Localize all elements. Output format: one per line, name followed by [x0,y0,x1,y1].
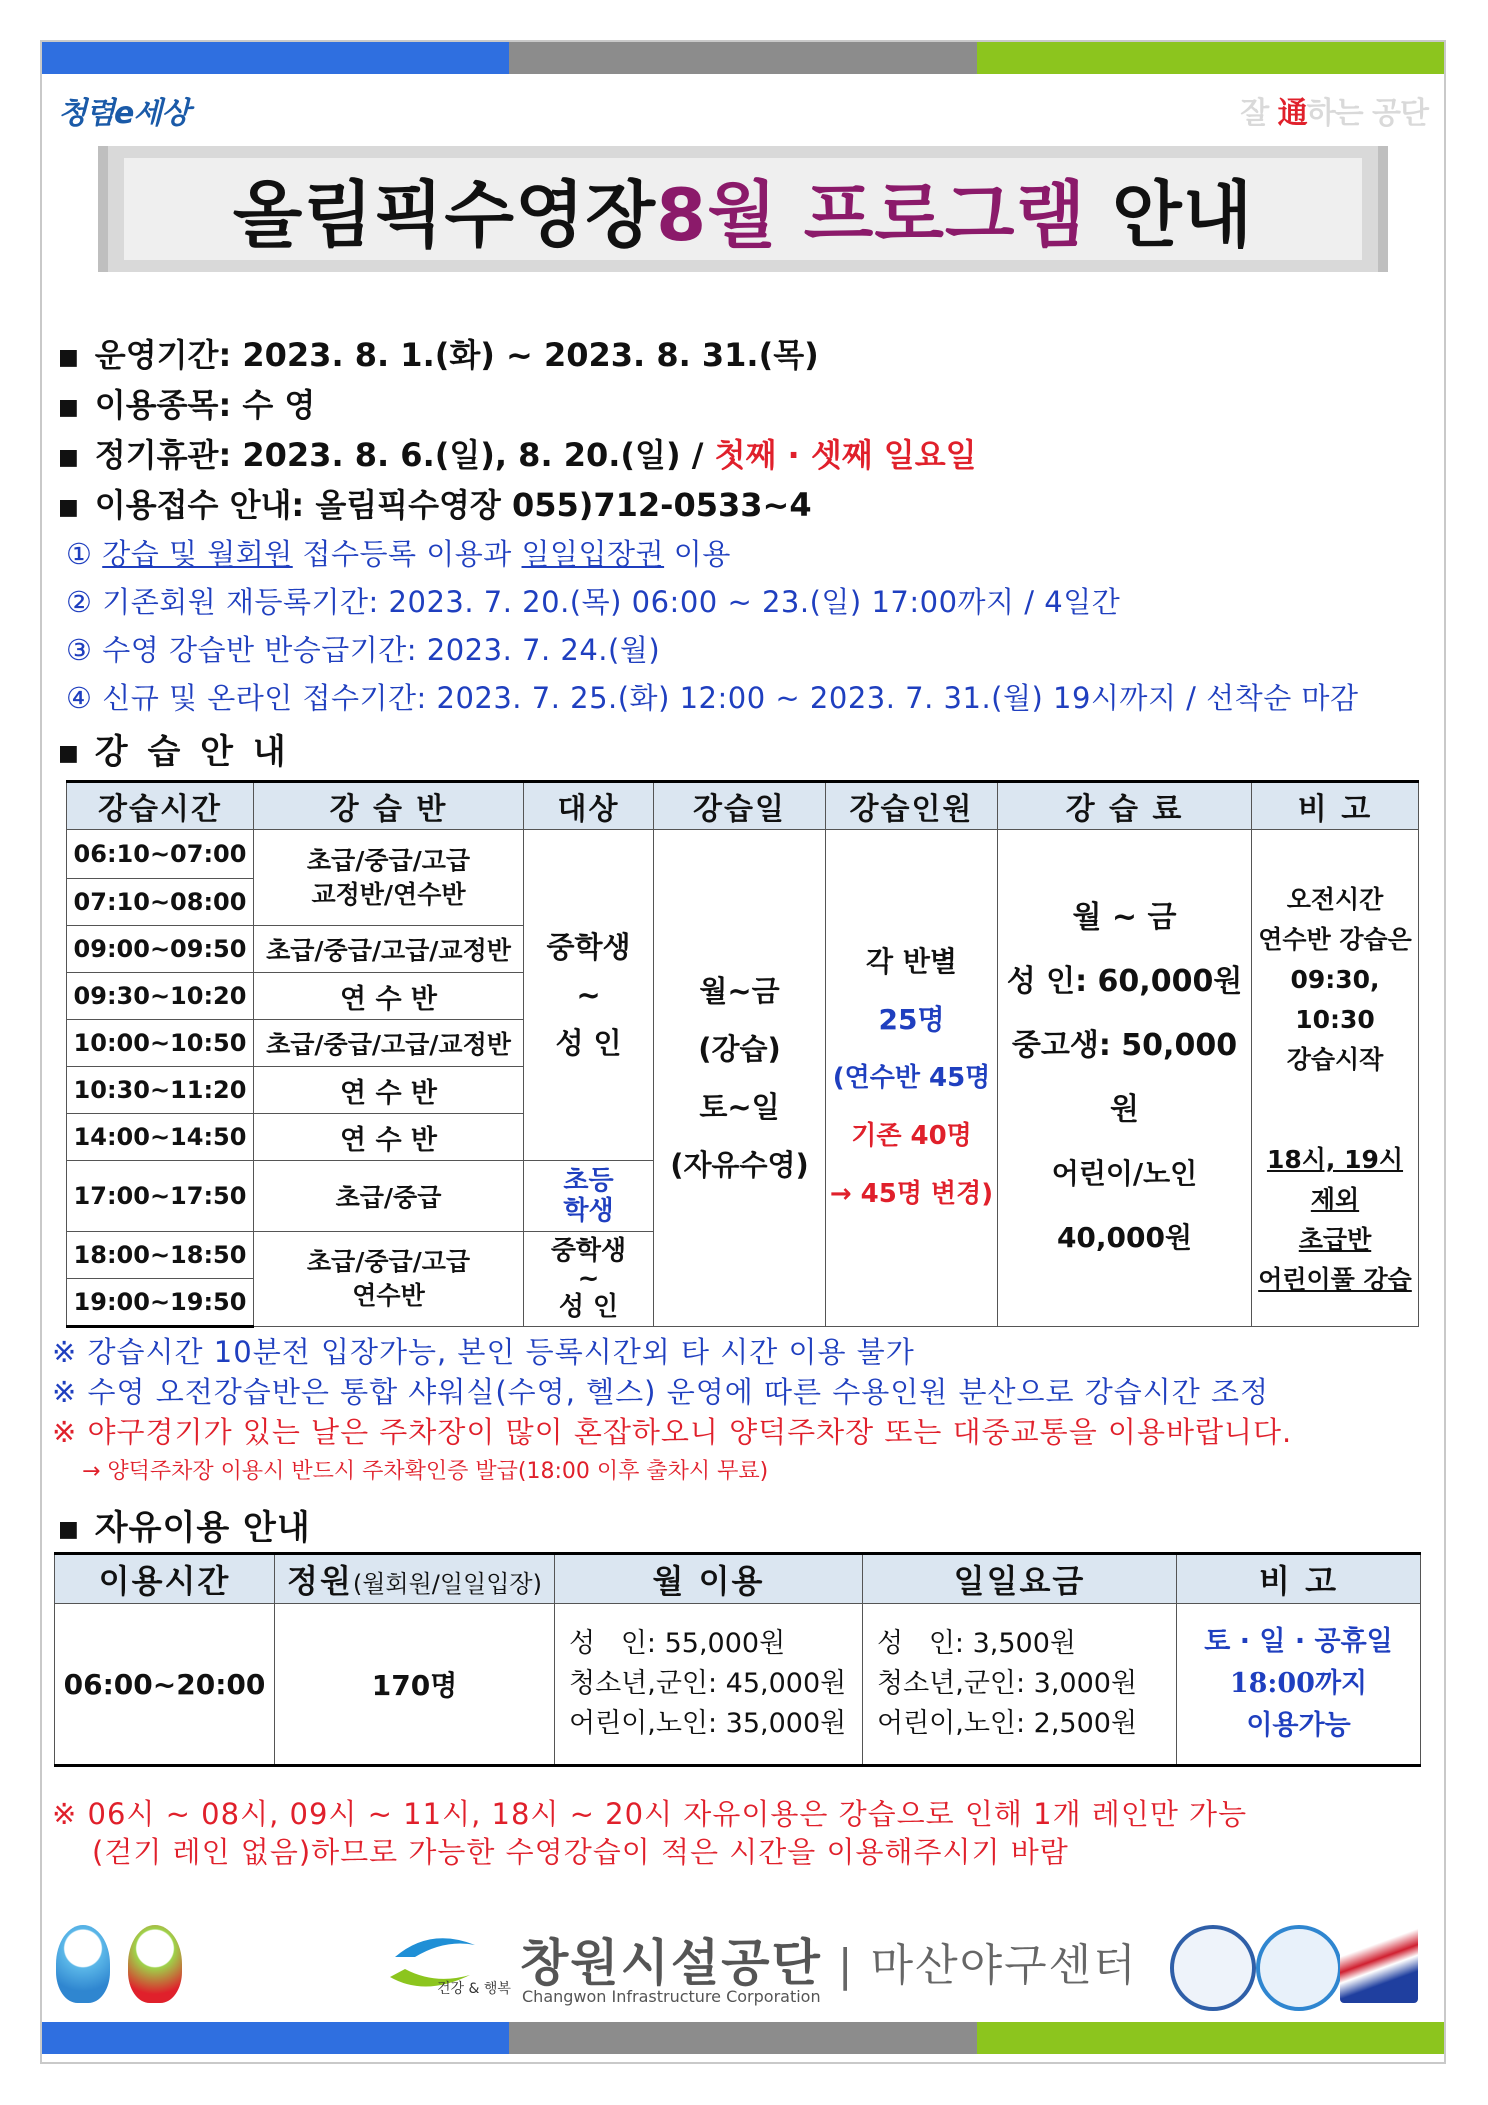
target-elem-cell: 초등 학생 [524,1161,654,1232]
time-cell: 10:00~10:50 [67,1020,254,1067]
header-free-remark: 비 고 [1177,1554,1421,1604]
warning-2: ※ 수영 오전강습반은 통합 샤워실(수영, 헬스) 운영에 따른 수용인원 분산으로 강습시간 조정 [52,1375,1270,1409]
info-period: ■ 운영기간: 2023. 8. 1.(화) ~ 2023. 8. 31.(목) [58,336,819,374]
header-free-month: 월 이용 [555,1554,863,1604]
human-rights-cert-icon [1256,1925,1342,2011]
clean-world-logo: 청렴e세상 [58,96,190,131]
class-cell: 초급/중급/고급/교정반 [254,1020,524,1067]
time-cell: 17:00~17:50 [67,1161,254,1232]
footer [0,1915,1488,2015]
free-table [54,1552,1421,1767]
remark-cell: 오전시간 연수반 강습은 09:30, 10:30 강습시작 18시, 19시 제외 초급반 어린이풀 강습 [1252,830,1419,1327]
header-capacity: 강습인원 [826,782,998,830]
mascot-blue-icon [56,1925,110,2003]
header-target: 대상 [524,782,654,830]
note-1: ① 강습 및 월회원 접수등록 이용과 일일입장권 이용 [66,537,731,571]
warning-1: ※ 강습시간 10분전 입장가능, 본인 등록시간외 타 시간 이용 불가 [52,1335,915,1369]
warning-3: ※ 야구경기가 있는 날은 주차장이 많이 혼잡하오니 양덕주차장 또는 대중교통을 이용바랍니다. [52,1415,1293,1449]
time-cell: 09:00~09:50 [67,926,254,973]
title-box [98,146,1388,272]
note-3: ③ 수영 강습반 반승급기간: 2023. 7. 24.(월) [66,633,661,667]
header-time: 강습시간 [67,782,254,830]
header-free-capacity: 정원(월회원/일일입장) [275,1554,555,1604]
header-free-daily: 일일요금 [863,1554,1177,1604]
table-row [55,1604,1421,1766]
target-evening-cell: 중학생 ~ 성 인 [524,1232,654,1327]
bottom-note-2: (걷기 레인 없음)하므로 가능한 수영강습이 적은 시간을 이용해주시기 바람 [92,1835,1069,1869]
class-cell: 초급/중급/고급 교정반/연수반 [254,830,524,926]
time-cell: 14:00~14:50 [67,1114,254,1161]
time-cell: 09:30~10:20 [67,973,254,1020]
top-color-bar [42,42,1444,74]
class-cell: 초급/중급/고급 연수반 [254,1232,524,1327]
target-cell: 중학생 ~ 성 인 [524,830,654,1161]
fee-cell: 월 ~ 금 성 인: 60,000원 중고생: 50,000원 어린이/노인 40,000원 [998,830,1252,1327]
info-type: ■ 이용종목: 수 영 [58,386,316,424]
lesson-header-row [67,782,1419,830]
bottom-color-bar [42,2022,1444,2054]
org-name: 창원시설공단 | 마산야구센터 [520,1934,1138,1992]
class-cell: 연 수 반 [254,1114,524,1161]
header-remark: 비 고 [1252,782,1419,830]
bottom-note-1: ※ 06시 ~ 08시, 09시 ~ 11시, 18시 ~ 20시 자유이용은 강습으로 인해 1개 레인만 가능 [52,1797,1248,1831]
days-cell: 월~금 (강습) 토~일 (자유수영) [654,830,826,1327]
time-cell: 18:00~18:50 [67,1232,254,1279]
header-free-time: 이용시간 [55,1554,275,1604]
lesson-table [66,780,1419,1328]
capacity-cell: 각 반별 25명 (연수반 45명 기존 40명 → 45명 변경) [826,830,998,1327]
time-cell: 06:10~07:00 [67,830,254,879]
class-cell: 연 수 반 [254,1067,524,1114]
class-cell: 연 수 반 [254,973,524,1020]
free-remark-cell: 토 · 일 · 공휴일 18:00까지 이용가능 [1177,1604,1421,1766]
time-cell: 07:10~08:00 [67,879,254,926]
time-cell: 19:00~19:50 [67,1279,254,1327]
table-row [67,830,1419,879]
class-cell: 초급/중급 [254,1161,524,1232]
mascot-green-icon [128,1925,182,2003]
free-capacity-cell: 170명 [275,1604,555,1766]
ccm-cert-icon [1170,1925,1256,2011]
free-header-row [55,1554,1421,1604]
note-4: ④ 신규 및 온라인 접수기간: 2023. 7. 25.(화) 12:00 ~ 2023. 7. 31.(월) 19시까지 / 선착순 마감 [66,681,1359,715]
free-month-cell: 성 인: 55,000원 청소년,군인: 45,000원 어린이,노인: 35,000원 [555,1604,863,1766]
free-heading: ■ 자유이용 안내 [58,1508,311,1548]
org-logo-icon [385,1927,511,1999]
service-cert-icon [1340,1925,1418,2003]
svg-text:건강 & 행복: 건강 & 행복 [437,1981,511,1997]
free-daily-cell: 성 인: 3,500원 청소년,군인: 3,000원 어린이,노인: 2,500원 [863,1604,1177,1766]
warning-3-sub: → 양덕주차장 이용시 반드시 주차확인증 발급(18:00 이후 출차시 무료) [82,1459,769,1484]
page-title: 올림픽수영장 8월 프로그램 안내 [124,158,1362,260]
note-2: ② 기존회원 재등록기간: 2023. 7. 20.(목) 06:00 ~ 23.(일) 17:00까지 / 4일간 [66,585,1121,619]
time-cell: 10:30~11:20 [67,1067,254,1114]
free-time-cell: 06:00~20:00 [55,1604,275,1766]
lesson-heading: ■ 강 습 안 내 [58,732,290,772]
org-name-en: Changwon Infrastructure Corporation [522,1987,821,2006]
class-cell: 초급/중급/고급/교정반 [254,926,524,973]
header-fee: 강 습 료 [998,782,1252,830]
header-class: 강 습 반 [254,782,524,830]
slogan-logo: 잘 通하는 공단 [1240,96,1428,131]
info-closed: ■ 정기휴관: 2023. 8. 6.(일), 8. 20.(일) / 첫째 · 셋째 일요일 [58,436,977,474]
header-days: 강습일 [654,782,826,830]
info-contact: ■ 이용접수 안내: 올림픽수영장 055)712-0533~4 [58,486,812,524]
